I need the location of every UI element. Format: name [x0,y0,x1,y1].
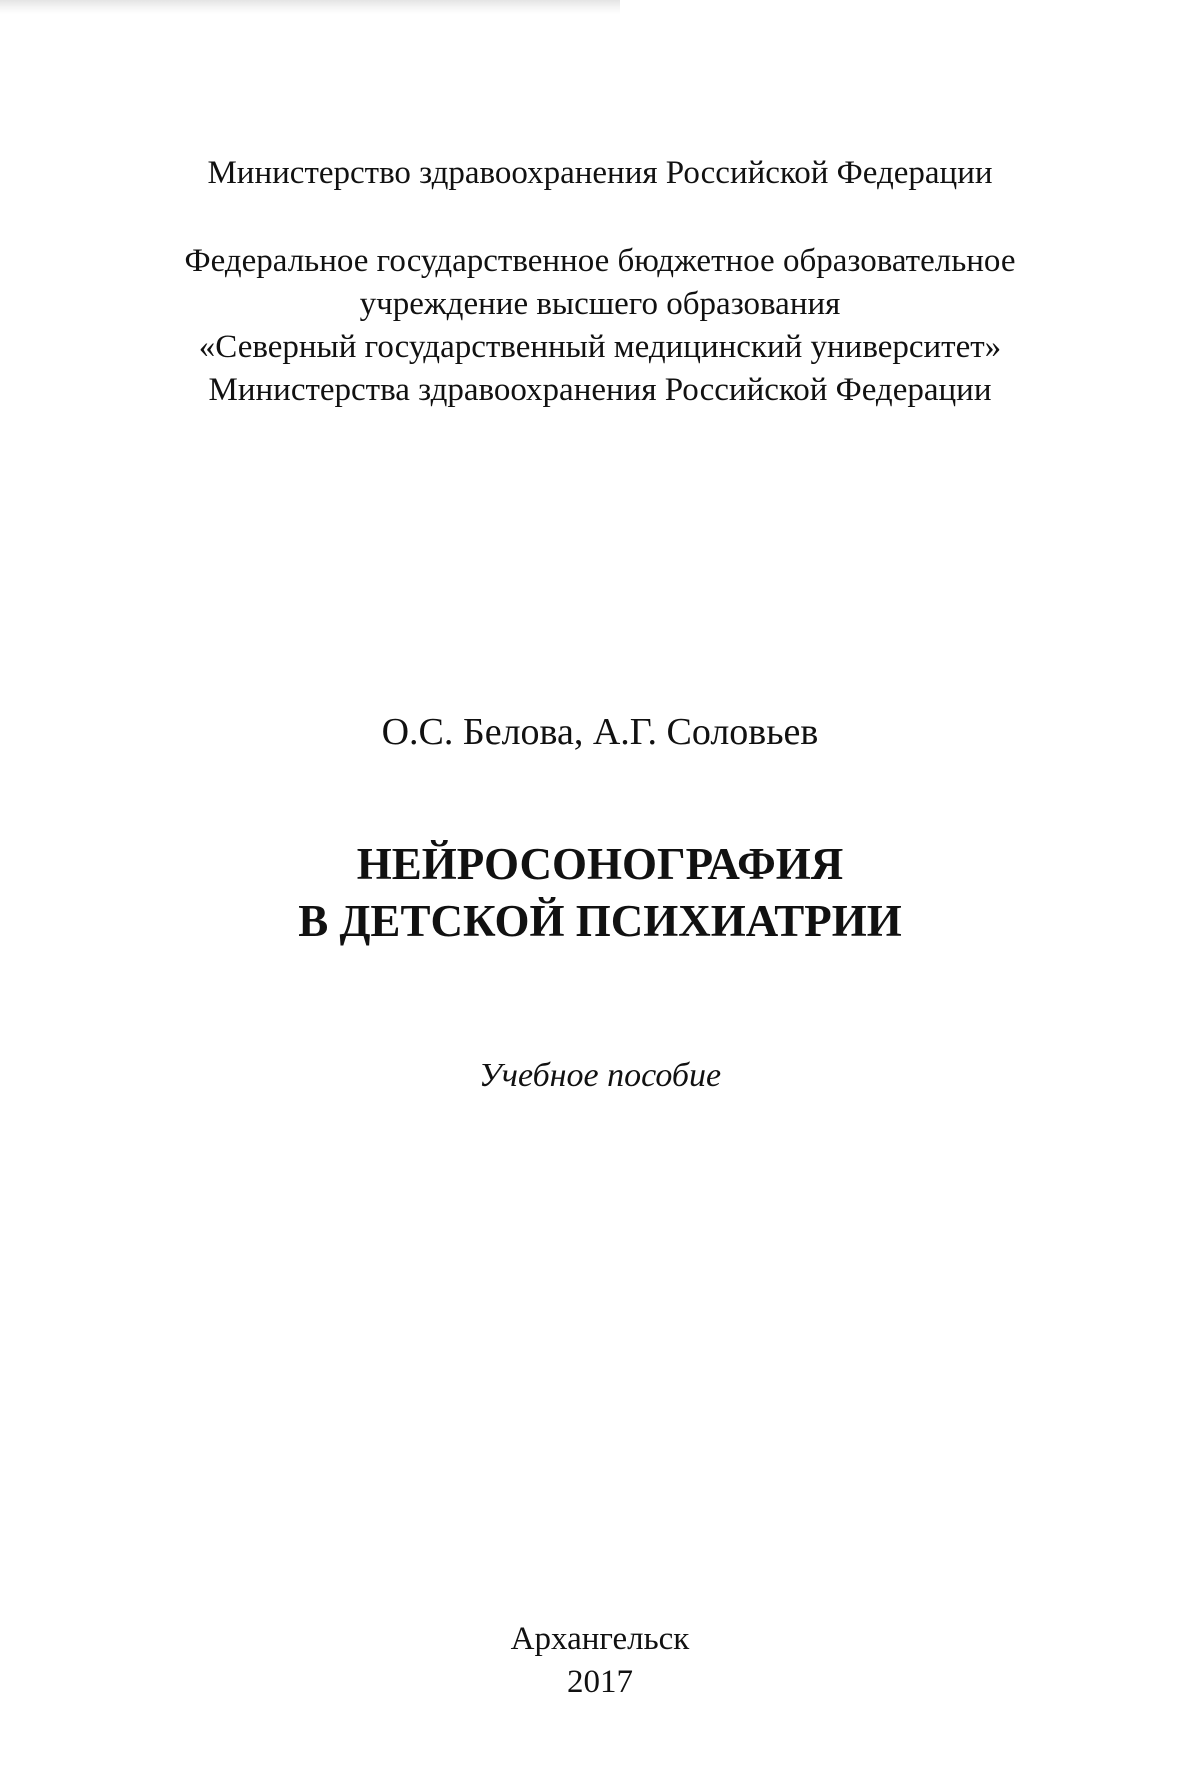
institution-block [0,240,1200,412]
institution-line-4: Министерства здравоохранения Российской Федерации [208,372,992,408]
book-title-line-2: В ДЕТСКОЙ ПСИХИАТРИИ [298,896,902,946]
institution-line-3: «Северный государственный медицинский университет» [198,329,1002,365]
authors: О.С. Белова, А.Г. Соловьев [381,711,819,753]
institution-line-1: Федеральное государственное бюджетное образовательное [184,243,1016,279]
book-title-line-1: НЕЙРОСОНОГРАФИЯ [356,839,844,889]
ministry-heading: Министерство здравоохранения Российской Федерации [207,155,993,191]
publication-city: Архангельск [510,1621,690,1657]
book-subtitle: Учебное пособие [478,1057,722,1094]
publication-year: 2017 [567,1664,633,1700]
scan-edge-shadow [0,0,620,14]
book-title [0,836,1200,950]
institution-line-2: учреждение высшего образования [359,286,841,322]
